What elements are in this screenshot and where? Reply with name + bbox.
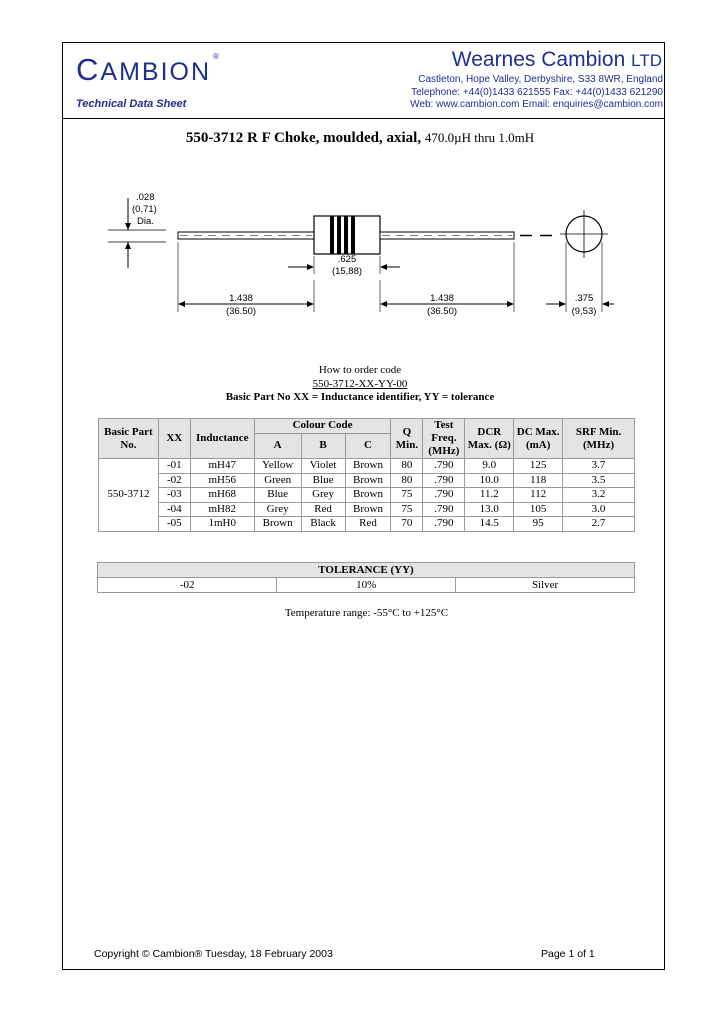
colour-band-2 <box>337 216 341 254</box>
cell-inductance: mH82 <box>190 502 254 517</box>
col-xx: XX <box>158 419 190 459</box>
table-row <box>99 488 635 503</box>
cell-inductance: 1mH0 <box>190 517 254 532</box>
colour-band-3 <box>344 216 348 254</box>
basic-part-cell: 550-3712 <box>99 459 159 532</box>
cell-inductance: mH68 <box>190 488 254 503</box>
cell-a: Yellow <box>254 459 301 474</box>
cell-xx: -02 <box>158 473 190 488</box>
lead-len-right-mm: (36.50) <box>426 306 458 317</box>
cell-a: Brown <box>254 517 301 532</box>
company-contact <box>323 74 663 112</box>
body-dia-mm: (9,53) <box>571 306 597 317</box>
cell-freq: .790 <box>423 517 465 532</box>
cell-freq: .790 <box>423 473 465 488</box>
table-row <box>99 502 635 517</box>
col-inductance: Inductance <box>190 419 254 459</box>
cell-dc: 112 <box>514 488 563 503</box>
lead-dim-left-arrow-a <box>178 301 185 307</box>
cell-dc: 125 <box>514 459 563 474</box>
cell-srf: 3.2 <box>563 488 635 503</box>
spec-header-row-1 <box>99 419 635 434</box>
company-name: Wearnes Cambion LTD <box>451 48 662 71</box>
cell-q: 80 <box>391 459 423 474</box>
table-row <box>99 459 635 474</box>
col-b: B <box>301 433 345 459</box>
cell-freq: .790 <box>423 502 465 517</box>
cell-a: Green <box>254 473 301 488</box>
table-row <box>99 517 635 532</box>
doc-type: Technical Data Sheet <box>76 98 187 110</box>
order-code: 550-3712-XX-YY-00 <box>312 377 408 390</box>
dia-dim-arrow-right <box>602 301 609 307</box>
cell-q: 75 <box>391 488 423 503</box>
component-drawing <box>100 180 620 320</box>
tolerance-table <box>97 562 635 593</box>
lead-dia-in: .028 <box>136 192 155 203</box>
address: Castleton, Hope Valley, Derbyshire, S33 8WR, England <box>418 74 663 85</box>
cell-a: Grey <box>254 502 301 517</box>
cell-c: Red <box>345 517 391 532</box>
cell-dcr: 9.0 <box>465 459 514 474</box>
lead-dim-right-arrow-b <box>507 301 514 307</box>
cell-b: Black <box>301 517 345 532</box>
col-c: C <box>345 433 391 459</box>
cell-b: Grey <box>301 488 345 503</box>
lead-len-left-mm: (36.50) <box>225 306 257 317</box>
spec-table <box>98 418 635 532</box>
cell-srf: 3.7 <box>563 459 635 474</box>
cell-xx: -01 <box>158 459 190 474</box>
lead-len-left-in: 1.438 <box>229 293 253 304</box>
lead-dia-label: Dia. <box>137 216 154 227</box>
tolerance-percent: 10% <box>277 578 456 593</box>
cell-q: 70 <box>391 517 423 532</box>
lead-dia-arrow-top <box>125 223 131 230</box>
body-len-in: .625 <box>337 254 357 265</box>
cell-freq: .790 <box>423 459 465 474</box>
cell-q: 80 <box>391 473 423 488</box>
cell-dcr: 13.0 <box>465 502 514 517</box>
cell-c: Brown <box>345 502 391 517</box>
lead-dia-arrow-bottom <box>125 242 131 249</box>
order-legend: Basic Part No XX = Inductance identifier, YY = tolerance <box>225 391 495 403</box>
lead-len-right-in: 1.438 <box>430 293 454 304</box>
cell-srf: 3.0 <box>563 502 635 517</box>
cambion-logo: CAMBION® <box>76 52 219 87</box>
lead-dim-left-arrow-b <box>307 301 314 307</box>
col-test-freq: Test Freq. (MHz) <box>423 419 465 459</box>
tolerance-heading: TOLERANCE (YY) <box>98 563 635 578</box>
cell-b: Blue <box>301 473 345 488</box>
cell-b: Red <box>301 502 345 517</box>
cell-c: Brown <box>345 473 391 488</box>
cell-dc: 105 <box>514 502 563 517</box>
cell-srf: 3.5 <box>563 473 635 488</box>
cell-xx: -04 <box>158 502 190 517</box>
cell-freq: .790 <box>423 488 465 503</box>
lead-dia-mm: (0,71) <box>132 204 157 215</box>
header-divider <box>62 118 665 119</box>
cell-dc: 95 <box>514 517 563 532</box>
cell-b: Violet <box>301 459 345 474</box>
product-title: 550-3712 R F Choke, moulded, axial, 470.0µH thru 1.0mH <box>185 130 535 146</box>
cell-dcr: 14.5 <box>465 517 514 532</box>
cell-c: Brown <box>345 459 391 474</box>
temperature-range: Temperature range: -55°C to +125°C <box>284 607 449 619</box>
cell-xx: -03 <box>158 488 190 503</box>
body-dim-arrow-right <box>380 264 387 270</box>
cell-q: 75 <box>391 502 423 517</box>
colour-band-4 <box>351 216 355 254</box>
cell-c: Brown <box>345 488 391 503</box>
col-a: A <box>254 433 301 459</box>
col-dc: DC Max. (mA) <box>514 419 563 459</box>
table-row <box>99 473 635 488</box>
dia-dim-arrow-left <box>559 301 566 307</box>
page-number: Page 1 of 1 <box>541 948 595 960</box>
cell-srf: 2.7 <box>563 517 635 532</box>
ordering-info <box>0 364 720 405</box>
lead-dim-right-arrow-a <box>380 301 387 307</box>
col-dcr: DCR Max. (Ω) <box>465 419 514 459</box>
phone-fax: Telephone: +44(0)1433 621555 Fax: +44(0)1433 621290 <box>411 86 663 98</box>
tolerance-code: -02 <box>98 578 277 593</box>
body-dim-arrow-left <box>307 264 314 270</box>
copyright: Copyright © Cambion® Tuesday, 18 February 2003 <box>94 948 333 960</box>
tolerance-band: Silver <box>456 578 635 593</box>
cell-inductance: mH56 <box>190 473 254 488</box>
cell-xx: -05 <box>158 517 190 532</box>
col-srf: SRF Min. (MHz) <box>563 419 635 459</box>
web-email: Web: www.cambion.com Email: enquiries@cambion.com <box>410 99 663 110</box>
col-basic-part: Basic Part No. <box>99 419 159 459</box>
order-heading: How to order code <box>318 364 402 376</box>
cell-dcr: 10.0 <box>465 473 514 488</box>
cell-a: Blue <box>254 488 301 503</box>
cell-inductance: mH47 <box>190 459 254 474</box>
tolerance-row <box>98 578 635 593</box>
body-len-mm: (15,88) <box>331 266 363 277</box>
col-q: Q Min. <box>391 419 423 459</box>
cell-dc: 118 <box>514 473 563 488</box>
tolerance-header-row <box>98 563 635 578</box>
colour-band-1 <box>330 216 334 254</box>
body-dia-in: .375 <box>574 293 594 304</box>
col-colour-code: Colour Code <box>254 419 391 434</box>
cell-dcr: 11.2 <box>465 488 514 503</box>
